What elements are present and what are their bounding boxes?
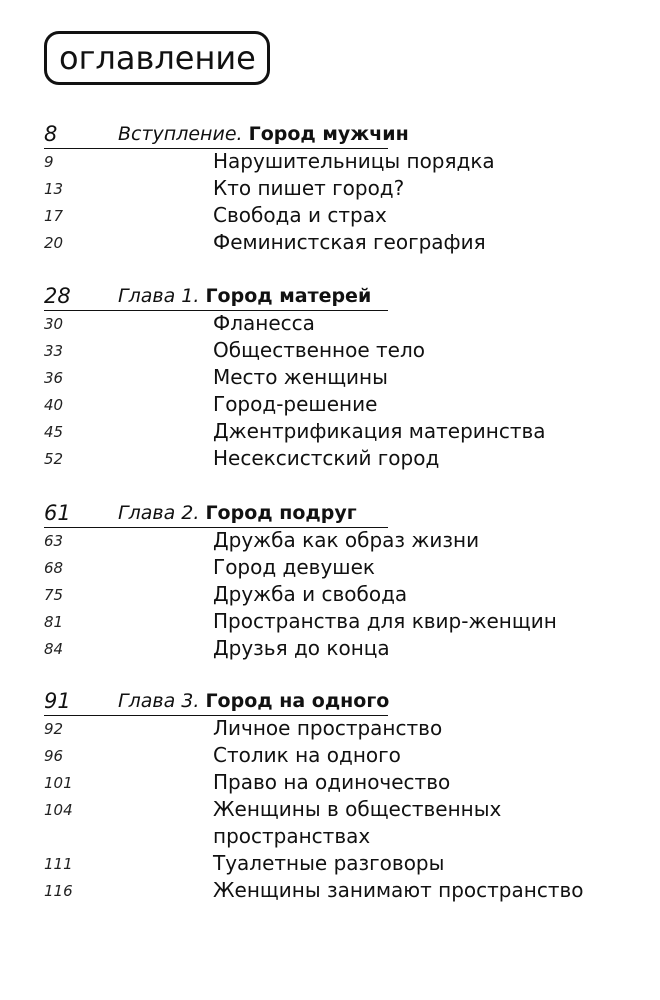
entry-title: Женщины занимают пространство — [213, 878, 584, 902]
entry-page-number: 116 — [44, 882, 73, 900]
entry-title: Несексистский город — [213, 446, 440, 470]
entry-title: Свобода и страх — [213, 203, 387, 227]
entry-title: Друзья до конца — [213, 636, 390, 660]
chapter-label: Глава 3. — [118, 690, 200, 712]
entry-title: Пространства для квир-женщин — [213, 609, 557, 633]
toc-entry[interactable] — [0, 418, 660, 445]
entry-page-number: 33 — [44, 342, 64, 360]
entry-page-number: 20 — [44, 234, 64, 252]
chapter-page-number: 8 — [44, 122, 58, 146]
entry-title-continuation: пространствах — [213, 824, 371, 848]
toc-entry[interactable] — [0, 850, 660, 877]
entry-page-number: 36 — [44, 369, 64, 387]
toc-entry[interactable] — [0, 608, 660, 635]
entry-page-number: 45 — [44, 423, 64, 441]
chapter-heading — [118, 121, 409, 148]
entry-title: Дружба как образ жизни — [213, 528, 480, 552]
chapter-row[interactable] — [44, 500, 388, 528]
chapter-title: Город матерей — [205, 285, 372, 307]
entry-page-number: 9 — [44, 153, 54, 171]
toc-entry[interactable] — [0, 229, 660, 256]
entry-page-number: 63 — [44, 532, 64, 550]
chapter-heading — [118, 688, 389, 715]
entry-title: Место женщины — [213, 365, 388, 389]
toc-entry[interactable] — [0, 635, 660, 662]
chapter-row[interactable] — [44, 121, 409, 149]
entry-title: Город девушек — [213, 555, 375, 579]
entry-title: Туалетные разговоры — [213, 851, 445, 875]
entry-title: Город-решение — [213, 392, 378, 416]
entry-page-number: 92 — [44, 720, 64, 738]
chapter-page-number: 91 — [44, 689, 71, 713]
entry-page-number: 101 — [44, 774, 73, 792]
toc-entry[interactable] — [0, 554, 660, 581]
entry-title: Фланесса — [213, 311, 315, 335]
entry-page-number: 40 — [44, 396, 64, 414]
toc-heading: оглавление — [44, 31, 270, 85]
toc-entry[interactable] — [0, 391, 660, 418]
chapter-page-number: 28 — [44, 284, 71, 308]
entry-title: Джентрификация материнства — [213, 419, 546, 443]
toc-entry[interactable] — [0, 310, 660, 337]
entry-title: Право на одиночество — [213, 770, 451, 794]
entry-title: Женщины в общественных — [213, 797, 502, 821]
entry-page-number: 111 — [44, 855, 73, 873]
toc-entry[interactable] — [0, 364, 660, 391]
entry-page-number: 13 — [44, 180, 64, 198]
toc-entry[interactable] — [0, 445, 660, 472]
chapter-heading — [118, 500, 357, 527]
toc-entry[interactable] — [0, 175, 660, 202]
toc-entry[interactable] — [0, 877, 660, 904]
chapter-label: Глава 1. — [118, 285, 200, 307]
entry-title: Столик на одного — [213, 743, 401, 767]
toc-entry[interactable] — [0, 796, 660, 850]
toc-entry[interactable] — [0, 715, 660, 742]
toc-entry[interactable] — [0, 148, 660, 175]
entry-page-number: 81 — [44, 613, 64, 631]
toc-entry[interactable] — [0, 527, 660, 554]
entry-title: Личное пространство — [213, 716, 443, 740]
entry-title: Нарушительницы порядка — [213, 149, 495, 173]
chapter-title: Город мужчин — [248, 123, 409, 145]
toc-entry[interactable] — [0, 337, 660, 364]
entry-page-number: 30 — [44, 315, 64, 333]
entry-title: Общественное тело — [213, 338, 425, 362]
entry-page-number: 17 — [44, 207, 64, 225]
chapter-page-number: 61 — [44, 501, 71, 525]
chapter-title: Город на одного — [205, 690, 390, 712]
entry-title: Дружба и свобода — [213, 582, 408, 606]
entry-page-number: 75 — [44, 586, 64, 604]
chapter-heading — [118, 283, 371, 310]
chapter-row[interactable] — [44, 688, 388, 716]
chapter-label: Глава 2. — [118, 502, 200, 524]
toc-entry[interactable] — [0, 581, 660, 608]
toc-entry[interactable] — [0, 769, 660, 796]
toc-entry[interactable] — [0, 202, 660, 229]
entry-page-number: 84 — [44, 640, 64, 658]
chapter-row[interactable] — [44, 283, 388, 311]
chapter-title: Город подруг — [205, 502, 357, 524]
entry-title: Кто пишет город? — [213, 176, 405, 200]
entry-page-number: 52 — [44, 450, 64, 468]
entry-page-number: 68 — [44, 559, 64, 577]
entry-title: Феминистская география — [213, 230, 486, 254]
entry-page-number: 104 — [44, 801, 73, 819]
toc-entry[interactable] — [0, 742, 660, 769]
chapter-label: Вступление. — [118, 123, 243, 145]
entry-page-number: 96 — [44, 747, 64, 765]
